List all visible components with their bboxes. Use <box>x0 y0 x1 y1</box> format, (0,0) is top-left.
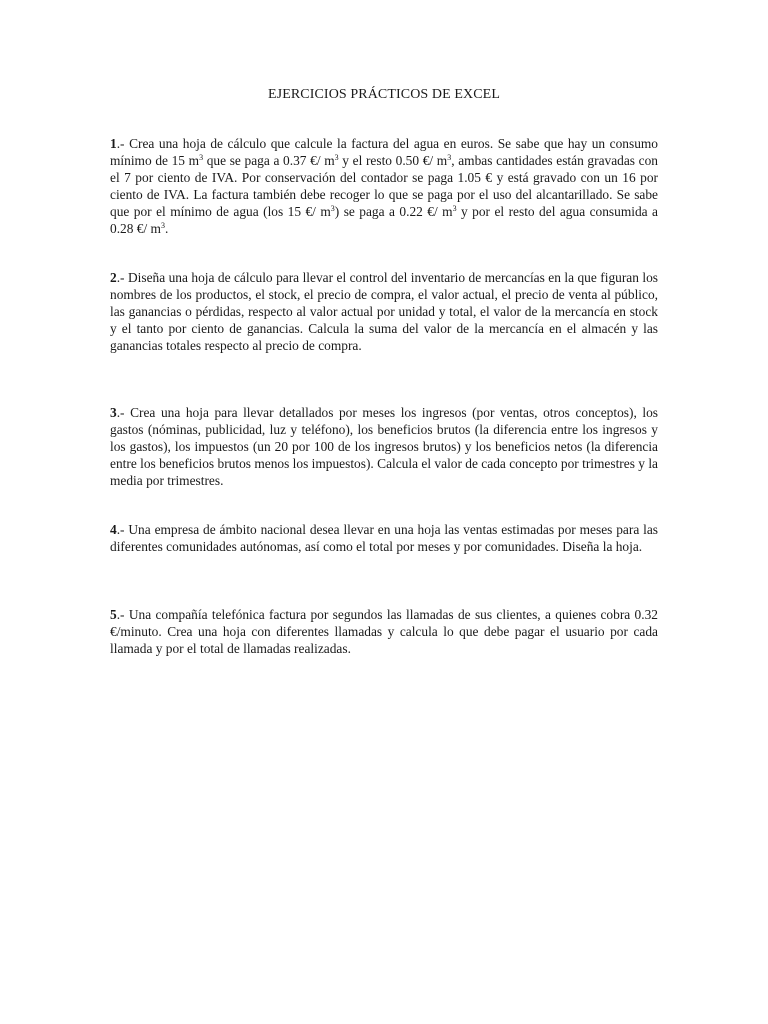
exercise-number: 2 <box>110 270 117 285</box>
exercise-separator: .- <box>116 522 129 537</box>
exercise-separator: .- <box>116 405 131 420</box>
exercise-4 <box>110 522 658 556</box>
exercise-text: y el resto 0.50 €/ m <box>338 152 448 168</box>
exercise-text: ) se paga a 0.22 €/ m <box>334 203 453 219</box>
exercise-2 <box>110 270 658 355</box>
superscript: 3 <box>330 203 335 213</box>
exercise-number: 5 <box>110 607 117 622</box>
exercise-1 <box>110 136 658 237</box>
exercise-text: Crea una hoja de cálculo que calcule la factura del agua en euros. Se sabe que hay un consumo mínimo de 15 m <box>110 136 658 168</box>
exercise-text: y por el resto del agua consumida a 0.28 €/ m <box>110 203 658 236</box>
exercise-text: Diseña una hoja de cálculo para llevar el control del inventario de mercancías en la que figuran los nombres de los productos, el stock, el precio de compra, el valor actual, el precio de venta al público, las ganancias o pérdidas, respecto al valor actual por unidad y total, el valor de la mercancía en stock y el tanto por ciento de ganancias. Calcula la suma del valor de la mercancía en el almacén y las ganancias totales respecto al precio de compra. <box>110 270 659 353</box>
exercise-text: . <box>164 220 169 236</box>
document-title: EJERCICIOS PRÁCTICOS DE EXCEL <box>268 87 500 102</box>
superscript: 3 <box>199 152 204 162</box>
superscript: 3 <box>334 152 339 162</box>
superscript: 3 <box>447 152 452 162</box>
exercise-3 <box>110 405 658 490</box>
exercise-separator: .- <box>116 136 130 151</box>
superscript: 3 <box>160 220 165 230</box>
exercise-5 <box>110 607 658 658</box>
exercise-text: Una empresa de ámbito nacional desea llevar en una hoja las ventas estimadas por meses para las diferentes comunidades autónomas, así como el total por meses y por comunidades. Diseña la hoja. <box>110 522 659 554</box>
superscript: 3 <box>452 203 457 213</box>
exercise-number: 1 <box>110 136 117 151</box>
exercise-number: 3 <box>110 405 117 420</box>
exercise-text: que se paga a 0.37 €/ m <box>203 152 335 168</box>
exercise-separator: .- <box>116 607 129 622</box>
exercise-number: 4 <box>110 522 117 537</box>
exercise-text: , ambas cantidades están gravadas con el 7 por ciento de IVA. Por conservación del contador se paga 1.05 € y está gravado con un 16 por ciento de IVA. La factura también debe recoger lo que se paga por el uso del alcantarillado. Se sabe que por el mínimo de agua (los 15 €/ m <box>110 152 658 219</box>
exercise-separator: .- <box>116 270 128 285</box>
exercise-text: Crea una hoja para llevar detallados por meses los ingresos (por ventas, otros conceptos), los gastos (nóminas, publicidad, luz y teléfono), los beneficios brutos (la diferencia entre los ingresos y los gastos), los impuestos (un 20 por 100 de los ingresos brutos) y los beneficios netos (la diferencia entre los beneficios brutos menos los impuestos). Calcula el valor de cada concepto por trimestres y la media por trimestres. <box>110 405 659 488</box>
exercise-text: Una compañía telefónica factura por segundos las llamadas de sus clientes, a quienes cobra 0.32 €/minuto. Crea una hoja con diferentes llamadas y calcula lo que debe pagar el usuario por cada llamada y por el total de llamadas realizadas. <box>110 607 658 656</box>
